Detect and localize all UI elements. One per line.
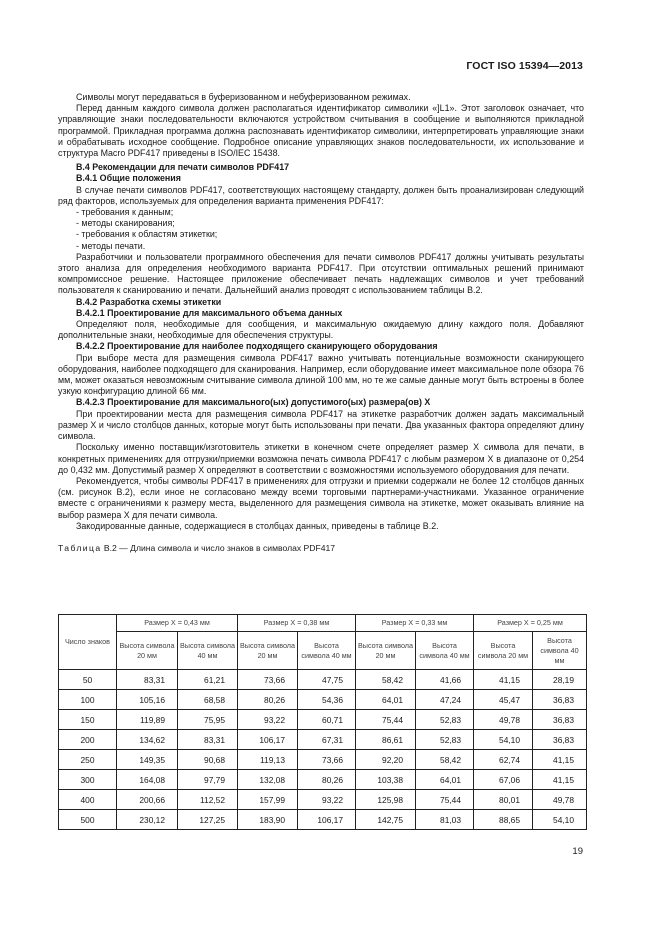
paragraph: Определяют поля, необходимые для сообщения, и максимальную ожидаемую длину каждого поля. Добавляют дополнительные знаки, необходимые для обеспечения структуры.: [58, 319, 584, 341]
value-cell: 106,17: [298, 810, 356, 830]
paragraph: Закодированные данные, содержащиеся в столбцах данных, приведены в таблице В.2.: [76, 520, 439, 531]
value-cell: 52,83: [416, 710, 474, 730]
value-cell: 80,26: [298, 770, 356, 790]
value-cell: 83,31: [178, 730, 238, 750]
count-header: Число знаков: [59, 615, 117, 670]
table-caption: [58, 543, 584, 554]
value-cell: 106,17: [238, 730, 298, 750]
value-cell: 183,90: [238, 810, 298, 830]
value-cell: 64,01: [416, 770, 474, 790]
value-cell: 49,78: [474, 710, 533, 730]
value-cell: 67,06: [474, 770, 533, 790]
count-cell: 250: [59, 750, 117, 770]
group-header: Размер X = 0,33 мм: [356, 615, 474, 632]
value-cell: 54,36: [298, 690, 356, 710]
group-header: Размер X = 0,38 мм: [238, 615, 356, 632]
table-row: [59, 710, 587, 730]
count-cell: 200: [59, 730, 117, 750]
value-cell: 119,89: [117, 710, 178, 730]
value-cell: 105,16: [117, 690, 178, 710]
count-cell: 500: [59, 810, 117, 830]
table-row: [59, 810, 587, 830]
value-cell: 112,52: [178, 790, 238, 810]
value-cell: 54,10: [533, 810, 587, 830]
value-cell: 75,95: [178, 710, 238, 730]
value-cell: 149,35: [117, 750, 178, 770]
value-cell: 134,62: [117, 730, 178, 750]
value-cell: 61,21: [178, 670, 238, 690]
value-cell: 132,08: [238, 770, 298, 790]
paragraph: Перед данным каждого символа должен располагаться идентификатор символики «]L1». Этот заголовок означает, что управляющие знаки последовательности включаются устройством считывания в сообщение и выполняются прикладной программой. Прикладная программа должна распознавать идентификатор символики, интерпретировать управляющие знаки и обрабатывать исходное сообщение. Подробное описание управляющих знаков последовательности, их использование и структура Macro PDF417 приведены в ISO/IEC 15438.: [58, 103, 584, 159]
value-cell: 28,19: [533, 670, 587, 690]
value-cell: 103,38: [356, 770, 416, 790]
value-cell: 88,65: [474, 810, 533, 830]
value-cell: 36,83: [533, 730, 587, 750]
paragraph: Поскольку именно поставщик/изготовитель этикетки в конечном счете определяет размер X символа для печати, в конкретных применениях для отгрузки/приемки возможна печать символа PDF417 с любым размером X в диапазоне от 0,254 до 0,432 мм. Допустимый размер X определяют в соответствии с возможностями используемого оборудования для печати.: [58, 442, 584, 475]
subsection-heading: В.4.2.2 Проектирование для наиболее подходящего сканирующего оборудования: [76, 341, 438, 352]
value-cell: 64,01: [356, 690, 416, 710]
value-cell: 54,10: [474, 730, 533, 750]
value-cell: 41,15: [533, 770, 587, 790]
value-cell: 200,66: [117, 790, 178, 810]
height-40-header: Высота символа 40 мм: [298, 632, 356, 670]
count-cell: 300: [59, 770, 117, 790]
count-cell: 400: [59, 790, 117, 810]
section-heading: В.4 Рекомендации для печати символов PDF417: [76, 162, 290, 173]
list-item: - методы сканирования;: [76, 218, 175, 229]
standard-header: ГОСТ ISO 15394—2013: [466, 60, 583, 72]
value-cell: 36,83: [533, 710, 587, 730]
value-cell: 230,12: [117, 810, 178, 830]
value-cell: 127,25: [178, 810, 238, 830]
document-body: [58, 92, 584, 554]
table-row: [59, 730, 587, 750]
value-cell: 58,42: [356, 670, 416, 690]
value-cell: 75,44: [416, 790, 474, 810]
group-header: Размер X = 0,25 мм: [474, 615, 587, 632]
subsection-heading: В.4.2.3 Проектирование для максимального(ых) допустимого(ых) размера(ов) X: [76, 397, 431, 408]
value-cell: 47,24: [416, 690, 474, 710]
table-row: [59, 690, 587, 710]
value-cell: 41,15: [474, 670, 533, 690]
value-cell: 142,75: [356, 810, 416, 830]
subsection-heading: В.4.2.1 Проектирование для максимального объема данных: [76, 307, 343, 318]
value-cell: 90,68: [178, 750, 238, 770]
count-cell: 100: [59, 690, 117, 710]
value-cell: 41,15: [533, 750, 587, 770]
value-cell: 83,31: [117, 670, 178, 690]
value-cell: 92,20: [356, 750, 416, 770]
value-cell: 93,22: [298, 790, 356, 810]
value-cell: 73,66: [298, 750, 356, 770]
height-20-header: Высота символа 20 мм: [474, 632, 533, 670]
height-40-header: Высота символа 40 мм: [533, 632, 587, 670]
value-cell: 119,13: [238, 750, 298, 770]
table-subheader-row: [59, 632, 587, 670]
height-40-header: Высота символа 40 мм: [416, 632, 474, 670]
value-cell: 36,83: [533, 690, 587, 710]
page-number: 19: [572, 846, 583, 857]
paragraph: При проектировании места для размещения символа PDF417 на этикетке разработчик должен задать максимальный размер X и число столбцов данных, которые могут быть использованы при печати. Два указанных фактора определяют длину символа.: [58, 408, 584, 442]
value-cell: 52,83: [416, 730, 474, 750]
value-cell: 60,71: [298, 710, 356, 730]
table-caption-label: Таблица: [58, 542, 102, 553]
value-cell: 41,66: [416, 670, 474, 690]
subsection-heading: В.4.1 Общие положения: [76, 173, 181, 184]
value-cell: 49,78: [533, 790, 587, 810]
height-40-header: Высота символа 40 мм: [178, 632, 238, 670]
subsection-heading: В.4.2 Разработка схемы этикетки: [76, 296, 222, 307]
list-item: - методы печати.: [76, 240, 146, 251]
value-cell: 86,61: [356, 730, 416, 750]
value-cell: 47,75: [298, 670, 356, 690]
list-item: - требования к данным;: [76, 207, 174, 218]
data-table: [58, 614, 587, 830]
table-row: [59, 790, 587, 810]
height-20-header: Высота символа 20 мм: [238, 632, 298, 670]
table-caption-text: В.2 — Длина символа и число знаков в символах PDF417: [103, 542, 336, 553]
count-cell: 150: [59, 710, 117, 730]
value-cell: 68,58: [178, 690, 238, 710]
table-row: [59, 770, 587, 790]
paragraph: Разработчики и пользователи программного обеспечения для печати символов PDF417 должны учитывать результаты этого анализа для определения необходимого варианта PDF417. При отсутствии оптимальных решений принимают компромиссное решение. Настоящее приложение обеспечивает печать надлежащих символов и учет требований пользователя к сканированию и печати. Дальнейший анализ проводят с использованием таблицы В.2.: [58, 251, 584, 296]
table-row: [59, 750, 587, 770]
paragraph: Рекомендуется, чтобы символы PDF417 в применениях для отгрузки и приемки содержали не более 12 столбцов данных (см. рисунок В.2), если иное не согласовано между всеми торговыми партнерами-участниками. Указанное ограничение вместе с ограничениями к размеру места, выделенного для размещения символа на этикетке, может оказывать влияние на выбор размера X для печати символа.: [58, 475, 584, 520]
value-cell: 58,42: [416, 750, 474, 770]
height-20-header: Высота символа 20 мм: [117, 632, 178, 670]
paragraph: Символы могут передаваться в буферизованном и небуферизованном режимах.: [76, 92, 411, 102]
value-cell: 97,79: [178, 770, 238, 790]
value-cell: 125,98: [356, 790, 416, 810]
value-cell: 81,03: [416, 810, 474, 830]
count-cell: 50: [59, 670, 117, 690]
value-cell: 45,47: [474, 690, 533, 710]
value-cell: 80,01: [474, 790, 533, 810]
value-cell: 164,08: [117, 770, 178, 790]
height-20-header: Высота символа 20 мм: [356, 632, 416, 670]
list-item: - требования к областям этикетки;: [76, 229, 218, 240]
paragraph: В случае печати символов PDF417, соответствующих настоящему стандарту, должен быть проанализирован следующий ряд факторов, используемых для определения варианта применения PDF417:: [58, 184, 584, 206]
value-cell: 73,66: [238, 670, 298, 690]
paragraph: При выборе места для размещения символа PDF417 важно учитывать потенциальные возможности сканирующего оборудования, наиболее подходящего для сканирования. Например, если оборудование имеет максимальное поле обзора 76 мм, может оказаться невозможным считывание символа длиной 100 мм, но те же самые данные могут быть встроены в более узкую конфигурацию длиной 66 мм.: [58, 352, 584, 397]
value-cell: 80,26: [238, 690, 298, 710]
table-row: [59, 670, 587, 690]
group-header: Размер X = 0,43 мм: [117, 615, 238, 632]
value-cell: 93,22: [238, 710, 298, 730]
value-cell: 157,99: [238, 790, 298, 810]
value-cell: 75,44: [356, 710, 416, 730]
value-cell: 67,31: [298, 730, 356, 750]
value-cell: 62,74: [474, 750, 533, 770]
table-header-row: [59, 615, 587, 632]
